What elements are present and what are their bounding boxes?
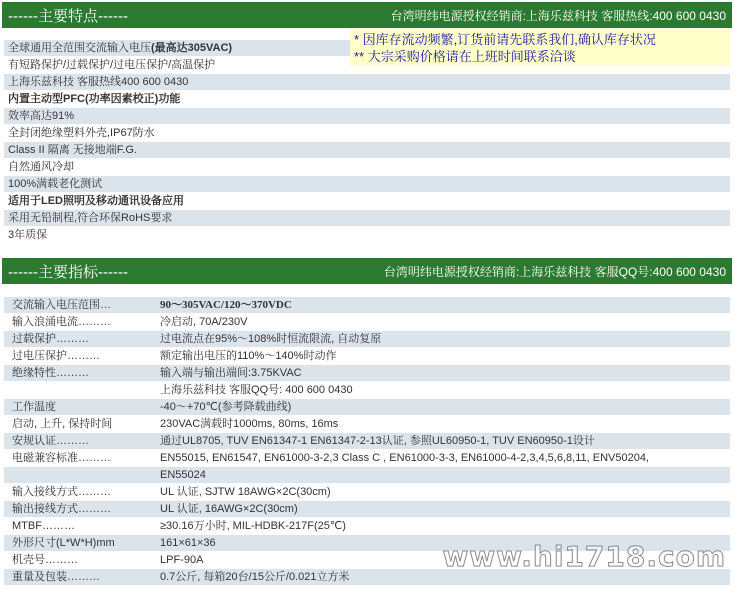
section-title: ------主要指标------ — [8, 263, 128, 281]
spec-label: 绝缘特性……… — [12, 367, 89, 379]
spec-label: 输入浪涌电流……… — [12, 316, 111, 328]
spec-row — [4, 365, 730, 382]
spec-row-continuation — [4, 382, 730, 399]
spec-row — [4, 416, 730, 433]
feature-emphasis: 内置主动型PFC(功率因素校正)功能 — [8, 93, 181, 105]
feature-item — [4, 227, 730, 244]
section-title: ------主要特点------ — [8, 7, 128, 25]
spec-value: UL 认证, 16AWG×2C(30cm) — [160, 503, 298, 515]
spec-label: 安规认证……… — [12, 435, 89, 447]
feature-text: 3年质保 — [8, 229, 48, 241]
spec-row — [4, 569, 730, 586]
feature-item — [4, 159, 730, 176]
spec-label: 重量及包装……… — [12, 571, 100, 583]
feature-item — [4, 142, 730, 159]
spec-value: 额定输出电压的110%～140%时动作 — [160, 350, 337, 362]
spec-label: 工作温度 — [12, 401, 56, 413]
spec-label: 输出接线方式……… — [12, 503, 111, 515]
feature-item — [4, 193, 730, 210]
spec-value: UL 认证, SJTW 18AWG×2C(30cm) — [160, 486, 331, 498]
spec-value: 过电流点在95%～108%时恒流限流, 自动复原 — [160, 333, 382, 345]
feature-item — [4, 91, 730, 108]
spec-value: EN55015, EN61547, EN61000-3-2,3 Class C , EN61000-3-3, EN61000-4-2,3,4,5,6,8,11, ENV50204, — [160, 452, 649, 464]
spec-row — [4, 348, 730, 365]
spec-value: 90～305VAC/120～370VDC — [160, 299, 292, 311]
spec-row — [4, 297, 730, 314]
spec-row — [4, 518, 730, 535]
spec-row — [4, 484, 730, 501]
feature-text: Class II 隔离 无接地端F.G. — [8, 144, 137, 156]
feature-item — [4, 108, 730, 125]
watermark: www.hi1718.com — [442, 540, 726, 573]
spec-label: 输入接线方式……… — [12, 486, 111, 498]
feature-emphasis: 适用于LED照明及移动通讯设备应用 — [8, 195, 184, 207]
feature-text: 100%满载老化测试 — [8, 178, 103, 190]
spec-value: 输入端与输出端间:3.75KVAC — [160, 367, 302, 379]
spec-row — [4, 314, 730, 331]
spec-value: 230VAC满载时1000ms, 80ms, 16ms — [160, 418, 339, 430]
spec-value: 冷启动, 70A/230V — [160, 316, 248, 328]
spec-label: 启动, 上升, 保持时间 — [12, 418, 113, 430]
spec-table — [4, 297, 730, 586]
feature-list — [4, 40, 730, 244]
dealer-info: 台湾明纬电源授权经销商:上海乐兹科技 客服QQ号:400 600 0430 — [383, 264, 726, 279]
spec-value: LPF-90A — [160, 554, 204, 566]
spec-value: 上海乐兹科技 客服QQ号: 400 600 0430 — [160, 384, 353, 396]
spec-value: 通过UL8705, TUV EN61347-1 EN61347-2-13认证, 参照UL60950-1, TUV EN60950-1设计 — [160, 435, 595, 447]
feature-text: 效率高达91% — [8, 110, 75, 122]
spec-label: 交流输入电压范围… — [12, 299, 111, 311]
spec-label: 外形尺寸(L*W*H)mm — [12, 537, 115, 549]
feature-item — [4, 74, 730, 91]
spec-label: MTBF……… — [12, 520, 75, 532]
spec-row — [4, 535, 730, 552]
spec-value: 161×61×36 — [160, 537, 216, 549]
spec-row — [4, 450, 730, 467]
spec-row — [4, 399, 730, 416]
stock-notice — [350, 30, 730, 66]
spec-row — [4, 331, 730, 348]
notice-line: * 因库存流动频繁,订货前请先联系我们,确认库存状况 — [354, 32, 656, 47]
spec-row — [4, 433, 730, 450]
notice-line: ** 大宗采购价格请在上班时间联系洽谈 — [354, 49, 576, 64]
feature-text: 全封闭绝缘塑料外壳,IP67防水 — [8, 127, 155, 139]
spec-label — [4, 467, 154, 483]
feature-item — [4, 210, 730, 227]
feature-item — [4, 125, 730, 142]
feature-text: 全球通用全范围交流输入电压 — [8, 42, 151, 54]
spec-value: -40～+70℃(参考降载曲线) — [160, 401, 292, 413]
spec-label — [4, 382, 154, 398]
spec-row — [4, 552, 730, 569]
spec-value: EN55024 — [160, 469, 206, 481]
spec-value: 0.7公斤, 每箱20台/15公斤/0.021立方米 — [160, 571, 350, 583]
section-header-features — [2, 2, 732, 28]
section-header-specs — [2, 258, 732, 284]
spec-label: 过电压保护……… — [12, 350, 100, 362]
spec-label: 过载保护……… — [12, 333, 89, 345]
feature-text: 采用无铅制程,符合环保RoHS要求 — [8, 212, 173, 224]
spec-label: 机壳号……… — [12, 554, 78, 566]
spec-label: 电磁兼容标准……… — [12, 452, 111, 464]
feature-item — [4, 176, 730, 193]
feature-emphasis: (最高达305VAC) — [151, 42, 233, 54]
feature-text: 上海乐兹科技 客服热线400 600 0430 — [8, 76, 189, 88]
spec-row-continuation — [4, 467, 730, 484]
spec-row — [4, 501, 730, 518]
feature-text: 自然通风冷却 — [8, 161, 74, 173]
spec-value: ≥30.16万小时, MIL-HDBK-217F(25℃) — [160, 520, 346, 532]
dealer-info: 台湾明纬电源授权经销商:上海乐兹科技 客服热线:400 600 0430 — [390, 8, 726, 23]
feature-text: 有短路保护/过载保护/过电压保护/高温保护 — [8, 59, 216, 71]
